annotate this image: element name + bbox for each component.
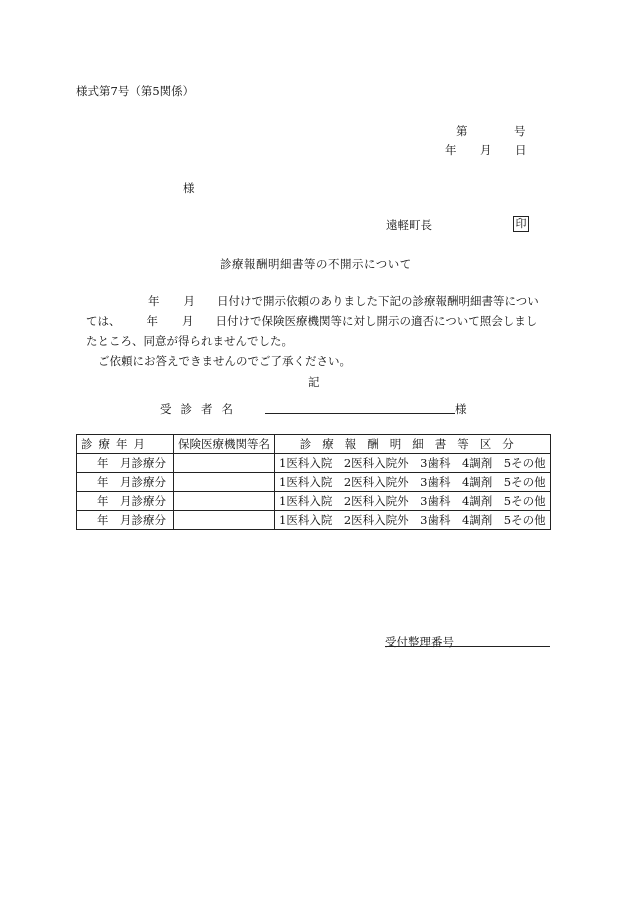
row-category: 1医科入院 2医科入院外 3歯科 4調剤 5その他 bbox=[275, 454, 551, 473]
table-row bbox=[77, 492, 551, 511]
patient-name-underline bbox=[265, 413, 455, 414]
seal-stamp: 印 bbox=[513, 216, 529, 232]
doc-number-prefix: 第 bbox=[456, 124, 468, 138]
ki-heading: 記 bbox=[308, 375, 320, 389]
table-row bbox=[77, 454, 551, 473]
body-line-2 bbox=[86, 311, 556, 331]
body-text bbox=[86, 291, 556, 371]
header-institution: 保険医療機関等名 bbox=[174, 435, 275, 454]
patient-honorific: 様 bbox=[455, 402, 467, 416]
row-period: 年 月診療分 bbox=[77, 473, 174, 492]
reception-number-underline bbox=[385, 646, 550, 647]
addressee-honorific: 様 bbox=[183, 181, 195, 195]
sender-name: 遠軽町長 bbox=[386, 218, 432, 232]
document-title: 診療報酬明細書等の不開示について bbox=[220, 257, 412, 271]
row-institution bbox=[174, 511, 275, 530]
doc-number-suffix: 号 bbox=[514, 124, 526, 138]
body-line4-text: ご依頼にお答えできませんのでご了承ください。 bbox=[98, 354, 351, 368]
body-line1-month: 月 bbox=[183, 294, 195, 308]
claims-table bbox=[76, 434, 551, 530]
row-institution bbox=[174, 454, 275, 473]
date-year-label: 年 bbox=[445, 143, 457, 157]
body-line1-rest: 日付けで開示依頼のありました下記の診療報酬明細書等につい bbox=[217, 294, 539, 308]
body-line-4 bbox=[86, 351, 556, 371]
row-period: 年 月診療分 bbox=[77, 511, 174, 530]
patient-label: 受診者名 bbox=[160, 402, 242, 416]
body-line2-prefix: ては、 bbox=[86, 314, 121, 328]
row-category: 1医科入院 2医科入院外 3歯科 4調剤 5その他 bbox=[275, 492, 551, 511]
body-line2-year: 年 bbox=[146, 314, 158, 328]
body-line-3: たところ、同意が得られませんでした。 bbox=[86, 334, 293, 348]
body-line-1 bbox=[86, 291, 556, 311]
table-row bbox=[77, 473, 551, 492]
reception-number-label: 受付整理番号 bbox=[385, 635, 454, 649]
date-month-label: 月 bbox=[480, 143, 492, 157]
row-institution bbox=[174, 492, 275, 511]
date-day-label: 日 bbox=[515, 143, 527, 157]
table-header-row bbox=[77, 435, 551, 454]
row-period: 年 月診療分 bbox=[77, 492, 174, 511]
row-category: 1医科入院 2医科入院外 3歯科 4調剤 5その他 bbox=[275, 511, 551, 530]
row-period: 年 月診療分 bbox=[77, 454, 174, 473]
header-category: 診療報酬明細書等区分 bbox=[275, 435, 551, 454]
body-line2-month: 月 bbox=[182, 314, 194, 328]
row-institution bbox=[174, 473, 275, 492]
body-line1-year: 年 bbox=[148, 294, 160, 308]
table-row bbox=[77, 511, 551, 530]
form-number: 様式第7号（第5関係） bbox=[76, 84, 195, 98]
row-category: 1医科入院 2医科入院外 3歯科 4調剤 5その他 bbox=[275, 473, 551, 492]
body-line2-rest: 日付けで保険医療機関等に対し開示の適否について照会しまし bbox=[215, 314, 538, 328]
header-period: 診療年月 bbox=[77, 435, 174, 454]
